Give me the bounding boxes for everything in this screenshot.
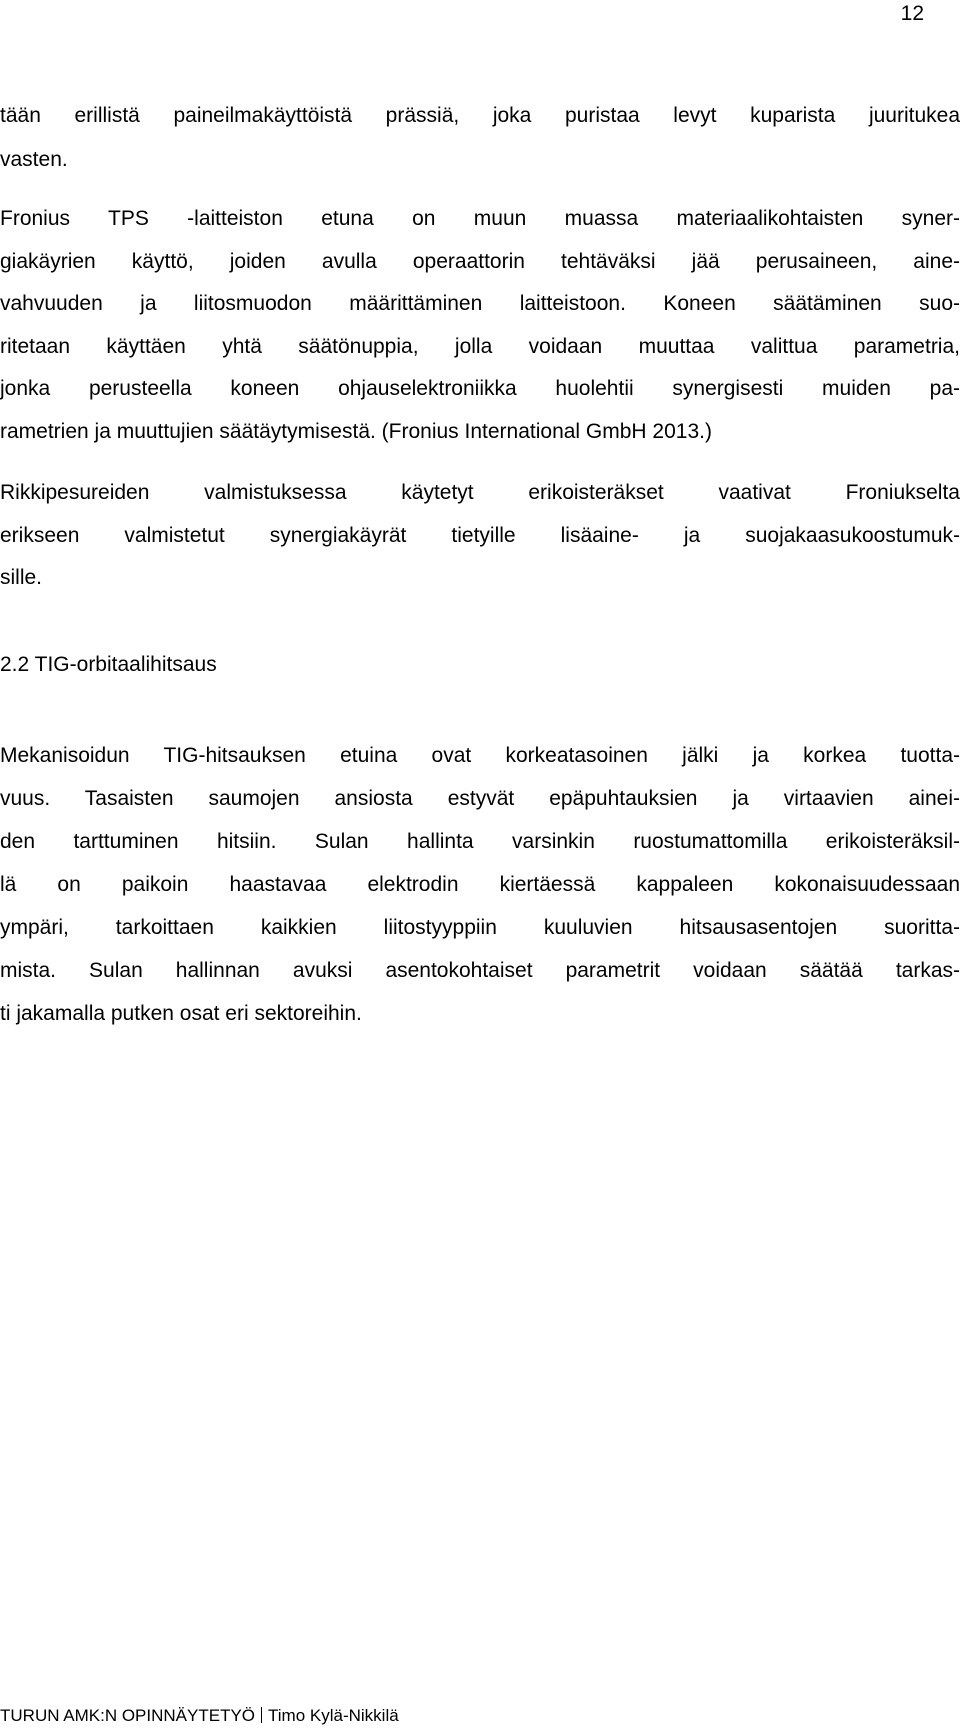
text-line: den tarttuminen hitsiin. Sulan hallinta varsinkin ruostumattomilla erikoisteräksil- (0, 830, 960, 853)
text-line: ympäri, tarkoittaen kaikkien liitostyyppiin kuuluvien hitsausasentojen suoritta- (0, 916, 960, 939)
footer-author: Timo Kylä-Nikkilä (268, 1706, 399, 1725)
text-line: giakäyrien käyttö, joiden avulla operaattorin tehtäväksi jää perusaineen, aine- (0, 250, 960, 273)
text-line: vasten. (0, 148, 68, 171)
text-line: tään erillistä paineilmakäyttöistä prässiä, joka puristaa levyt kuparista juuritukea (0, 104, 960, 127)
page-number: 12 (900, 2, 924, 25)
text-line: sille. (0, 566, 43, 589)
text-line: jonka perusteella koneen ohjauselektroniikka huolehtii synergisesti muiden pa- (0, 377, 960, 400)
text-line: Rikkipesureiden valmistuksessa käytetyt erikoisteräkset vaativat Froniukselta (0, 481, 960, 504)
footer-separator (261, 1707, 262, 1723)
footer-institution: TURUN AMK:N OPINNÄYTETYÖ (0, 1706, 256, 1725)
text-line: rametrien ja muuttujien säätäytymisestä. (Fronius International GmbH 2013.) (0, 420, 712, 443)
text-line: ritetaan käyttäen yhtä säätönuppia, jolla voidaan muuttaa valittua parametria, (0, 335, 960, 358)
section-heading: 2.2 TIG-orbitaalihitsaus (0, 653, 217, 676)
text-line: vahvuuden ja liitosmuodon määrittäminen laitteistoon. Koneen säätäminen suo- (0, 292, 960, 315)
text-line: ti jakamalla putken osat eri sektoreihin. (0, 1002, 362, 1025)
text-line: erikseen valmistetut synergiakäyrät tietyille lisäaine- ja suojakaasukoostumuk- (0, 524, 960, 547)
text-line: mista. Sulan hallinnan avuksi asentokohtaiset parametrit voidaan säätää tarkas- (0, 959, 960, 982)
text-line: vuus. Tasaisten saumojen ansiosta estyvät epäpuhtauksien ja virtaavien ainei- (0, 787, 960, 810)
text-line: Mekanisoidun TIG-hitsauksen etuina ovat korkeatasoinen jälki ja korkea tuotta- (0, 744, 960, 767)
text-line: Fronius TPS -laitteiston etuna on muun muassa materiaalikohtaisten syner- (0, 207, 960, 230)
footer (0, 1706, 399, 1726)
text-line: lä on paikoin haastavaa elektrodin kiertäessä kappaleen kokonaisuudessaan (0, 873, 960, 896)
